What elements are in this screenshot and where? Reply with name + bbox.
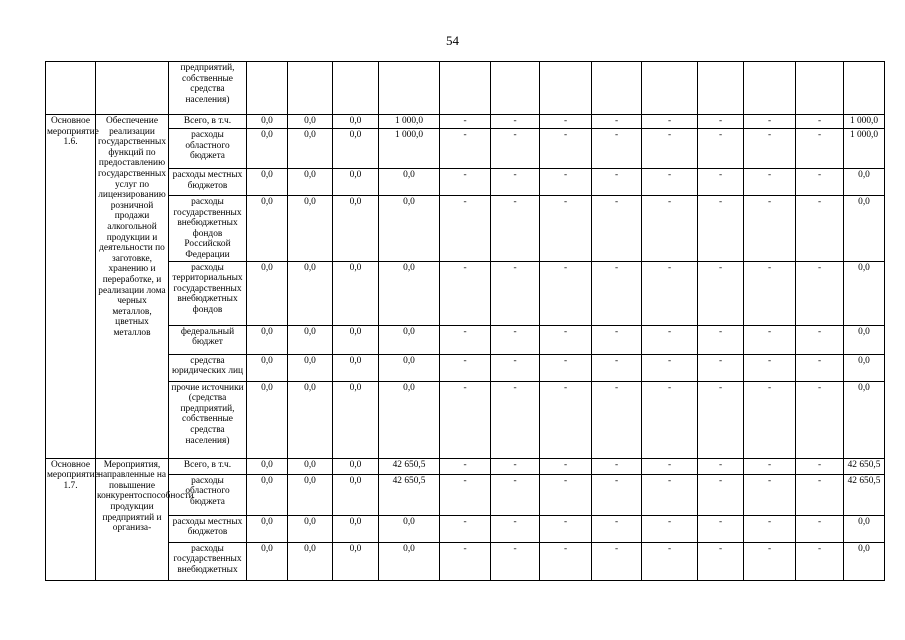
table-row xyxy=(46,542,885,580)
value-cell: - xyxy=(491,115,540,129)
value-cell: - xyxy=(592,325,642,354)
value-cell: - xyxy=(698,261,744,325)
value-cell: - xyxy=(440,325,491,354)
value-cell: - xyxy=(796,458,844,474)
measure-name-cell: Обеспечение реализации государственных функций по предоставлению государственных услуг по лицензированию розничной продажи алкогольной продукции и деятельности по заготовке, хранению и переработке, и реализации лома черных металлов, цветных металлов xyxy=(96,115,169,459)
value-cell: - xyxy=(440,261,491,325)
value-cell: - xyxy=(491,354,540,381)
value-cell: - xyxy=(642,381,698,458)
empty-cell xyxy=(491,62,540,115)
value-cell: - xyxy=(540,474,592,515)
total-cell: 0,0 xyxy=(844,196,885,262)
value-cell: 0,0 xyxy=(247,325,288,354)
empty-cell xyxy=(440,62,491,115)
funding-source-cell: прочие источники (средства предприятий, собственные средства населения) xyxy=(169,381,247,458)
value-cell: - xyxy=(744,515,796,542)
value-cell: 0,0 xyxy=(288,474,333,515)
table-row xyxy=(46,169,885,196)
value-cell: - xyxy=(796,515,844,542)
value-cell: 0,0 xyxy=(333,325,379,354)
value-cell: - xyxy=(440,542,491,580)
table-row xyxy=(46,381,885,458)
funding-source-cell: Всего, в т.ч. xyxy=(169,115,247,129)
value-cell: - xyxy=(592,169,642,196)
value-cell: 0,0 xyxy=(288,129,333,169)
value-cell: - xyxy=(491,169,540,196)
value-cell: 0,0 xyxy=(333,115,379,129)
value-cell: - xyxy=(642,354,698,381)
value-cell: - xyxy=(698,354,744,381)
value-cell: - xyxy=(540,129,592,169)
value-cell: 0,0 xyxy=(247,458,288,474)
table-row xyxy=(46,115,885,129)
total-cell: 42 650,5 xyxy=(844,458,885,474)
value-cell: - xyxy=(796,129,844,169)
funding-source-cell: расходы местных бюджетов xyxy=(169,515,247,542)
value-cell: - xyxy=(698,169,744,196)
table-row xyxy=(46,354,885,381)
value-cell: 0,0 xyxy=(247,169,288,196)
funding-source-cell: расходы местных бюджетов xyxy=(169,169,247,196)
empty-cell xyxy=(796,62,844,115)
table-row xyxy=(46,261,885,325)
total-cell: 1 000,0 xyxy=(844,129,885,169)
empty-cell xyxy=(247,62,288,115)
funding-source-cell: федеральный бюджет xyxy=(169,325,247,354)
funding-source-cell: предприятий, собственные средства населения) xyxy=(169,62,247,115)
value-cell: - xyxy=(491,515,540,542)
value-cell: - xyxy=(698,515,744,542)
value-cell: - xyxy=(491,129,540,169)
value-cell: - xyxy=(744,381,796,458)
value-cell: 0,0 xyxy=(247,515,288,542)
value-cell: - xyxy=(440,458,491,474)
measure-name-cell xyxy=(96,62,169,115)
value-cell: - xyxy=(698,325,744,354)
value-cell: - xyxy=(491,458,540,474)
value-cell: - xyxy=(540,325,592,354)
empty-cell xyxy=(333,62,379,115)
value-cell: - xyxy=(592,542,642,580)
value-cell: - xyxy=(642,196,698,262)
empty-cell xyxy=(288,62,333,115)
value-cell: - xyxy=(540,381,592,458)
value-cell: 0,0 xyxy=(379,261,440,325)
funding-source-cell: расходы государственных внебюджетных фондов Российской Федерации xyxy=(169,196,247,262)
value-cell: - xyxy=(698,542,744,580)
value-cell: - xyxy=(642,115,698,129)
value-cell: 0,0 xyxy=(379,542,440,580)
value-cell: - xyxy=(642,261,698,325)
value-cell: - xyxy=(796,325,844,354)
value-cell: - xyxy=(744,325,796,354)
value-cell: 0,0 xyxy=(333,542,379,580)
value-cell: - xyxy=(440,474,491,515)
value-cell: - xyxy=(491,474,540,515)
value-cell: 0,0 xyxy=(288,261,333,325)
value-cell: 1 000,0 xyxy=(379,129,440,169)
value-cell: 0,0 xyxy=(288,169,333,196)
table-row xyxy=(46,196,885,262)
value-cell: - xyxy=(440,169,491,196)
value-cell: - xyxy=(540,261,592,325)
value-cell: - xyxy=(642,458,698,474)
funding-source-cell: расходы областного бюджета xyxy=(169,129,247,169)
value-cell: 0,0 xyxy=(288,542,333,580)
value-cell: 0,0 xyxy=(288,115,333,129)
value-cell: - xyxy=(592,515,642,542)
value-cell: - xyxy=(592,261,642,325)
value-cell: - xyxy=(744,169,796,196)
value-cell: 0,0 xyxy=(288,515,333,542)
value-cell: 0,0 xyxy=(333,515,379,542)
value-cell: - xyxy=(796,381,844,458)
value-cell: - xyxy=(744,542,796,580)
value-cell: - xyxy=(698,474,744,515)
value-cell: - xyxy=(698,115,744,129)
total-cell: 0,0 xyxy=(844,515,885,542)
value-cell: - xyxy=(744,129,796,169)
value-cell: - xyxy=(796,261,844,325)
value-cell: 0,0 xyxy=(288,354,333,381)
value-cell: 0,0 xyxy=(247,115,288,129)
value-cell: 0,0 xyxy=(288,458,333,474)
value-cell: - xyxy=(440,515,491,542)
value-cell: - xyxy=(744,458,796,474)
total-cell: 0,0 xyxy=(844,542,885,580)
value-cell: - xyxy=(592,129,642,169)
value-cell: - xyxy=(642,129,698,169)
continuation-row xyxy=(46,62,885,115)
empty-cell xyxy=(744,62,796,115)
measure-code-cell xyxy=(46,62,96,115)
value-cell: 0,0 xyxy=(379,196,440,262)
table-row xyxy=(46,515,885,542)
measure-code-cell: Основное мероприятие 1.7. xyxy=(46,458,96,580)
value-cell: 0,0 xyxy=(247,261,288,325)
value-cell: 0,0 xyxy=(333,196,379,262)
value-cell: - xyxy=(440,115,491,129)
value-cell: 1 000,0 xyxy=(379,115,440,129)
value-cell: 0,0 xyxy=(333,129,379,169)
funding-source-cell: расходы областного бюджета xyxy=(169,474,247,515)
value-cell: 0,0 xyxy=(247,381,288,458)
value-cell: - xyxy=(796,115,844,129)
value-cell: - xyxy=(491,261,540,325)
table-row xyxy=(46,458,885,474)
value-cell: - xyxy=(592,196,642,262)
value-cell: - xyxy=(540,115,592,129)
value-cell: - xyxy=(592,354,642,381)
value-cell: - xyxy=(796,542,844,580)
measure-name-cell: Мероприятия, направленные на повышение конкурентоспособности продукции предприятий и организа- xyxy=(96,458,169,580)
funding-source-cell: расходы государственных внебюджетных xyxy=(169,542,247,580)
page-number: 54 xyxy=(446,33,459,48)
funding-source-cell: средства юридических лиц xyxy=(169,354,247,381)
total-cell: 1 000,0 xyxy=(844,115,885,129)
measure-code-cell: Основное мероприятие 1.6. xyxy=(46,115,96,459)
value-cell: 0,0 xyxy=(379,354,440,381)
value-cell: - xyxy=(744,354,796,381)
value-cell: - xyxy=(642,325,698,354)
value-cell: - xyxy=(440,129,491,169)
value-cell: - xyxy=(796,196,844,262)
value-cell: - xyxy=(540,542,592,580)
value-cell: - xyxy=(642,515,698,542)
value-cell: - xyxy=(592,115,642,129)
budget-table xyxy=(45,61,885,581)
value-cell: 0,0 xyxy=(247,196,288,262)
total-cell: 0,0 xyxy=(844,325,885,354)
value-cell: - xyxy=(592,458,642,474)
value-cell: 0,0 xyxy=(333,458,379,474)
value-cell: - xyxy=(642,542,698,580)
value-cell: 0,0 xyxy=(379,381,440,458)
value-cell: 0,0 xyxy=(247,354,288,381)
value-cell: - xyxy=(592,381,642,458)
value-cell: - xyxy=(744,474,796,515)
value-cell: - xyxy=(540,354,592,381)
value-cell: - xyxy=(698,129,744,169)
value-cell: - xyxy=(744,115,796,129)
value-cell: - xyxy=(440,354,491,381)
funding-source-cell: Всего, в т.ч. xyxy=(169,458,247,474)
value-cell: - xyxy=(440,196,491,262)
value-cell: - xyxy=(642,169,698,196)
value-cell: 0,0 xyxy=(333,354,379,381)
empty-cell xyxy=(592,62,642,115)
value-cell: - xyxy=(540,458,592,474)
empty-cell xyxy=(642,62,698,115)
value-cell: 0,0 xyxy=(247,129,288,169)
value-cell: - xyxy=(540,169,592,196)
value-cell: - xyxy=(642,474,698,515)
value-cell: 0,0 xyxy=(379,515,440,542)
empty-cell xyxy=(379,62,440,115)
value-cell: - xyxy=(491,542,540,580)
total-cell: 0,0 xyxy=(844,381,885,458)
value-cell: - xyxy=(491,381,540,458)
value-cell: - xyxy=(698,196,744,262)
value-cell: 42 650,5 xyxy=(379,458,440,474)
value-cell: 0,0 xyxy=(288,196,333,262)
value-cell: - xyxy=(540,515,592,542)
funding-source-cell: расходы территориальных государственных внебюджетных фондов xyxy=(169,261,247,325)
empty-cell xyxy=(540,62,592,115)
value-cell: 0,0 xyxy=(333,474,379,515)
value-cell: - xyxy=(744,196,796,262)
value-cell: 0,0 xyxy=(379,169,440,196)
value-cell: 42 650,5 xyxy=(379,474,440,515)
empty-cell xyxy=(698,62,744,115)
value-cell: - xyxy=(540,196,592,262)
total-cell: 42 650,5 xyxy=(844,474,885,515)
value-cell: - xyxy=(796,354,844,381)
value-cell: 0,0 xyxy=(247,474,288,515)
value-cell: - xyxy=(698,458,744,474)
value-cell: 0,0 xyxy=(379,325,440,354)
value-cell: - xyxy=(744,261,796,325)
value-cell: - xyxy=(491,196,540,262)
table-row xyxy=(46,129,885,169)
empty-cell xyxy=(844,62,885,115)
value-cell: - xyxy=(796,474,844,515)
value-cell: 0,0 xyxy=(333,261,379,325)
value-cell: 0,0 xyxy=(333,169,379,196)
total-cell: 0,0 xyxy=(844,169,885,196)
value-cell: - xyxy=(698,381,744,458)
value-cell: - xyxy=(440,381,491,458)
table-row xyxy=(46,325,885,354)
value-cell: 0,0 xyxy=(288,325,333,354)
value-cell: 0,0 xyxy=(288,381,333,458)
total-cell: 0,0 xyxy=(844,354,885,381)
value-cell: - xyxy=(796,169,844,196)
total-cell: 0,0 xyxy=(844,261,885,325)
value-cell: - xyxy=(592,474,642,515)
value-cell: 0,0 xyxy=(247,542,288,580)
value-cell: - xyxy=(491,325,540,354)
value-cell: 0,0 xyxy=(333,381,379,458)
